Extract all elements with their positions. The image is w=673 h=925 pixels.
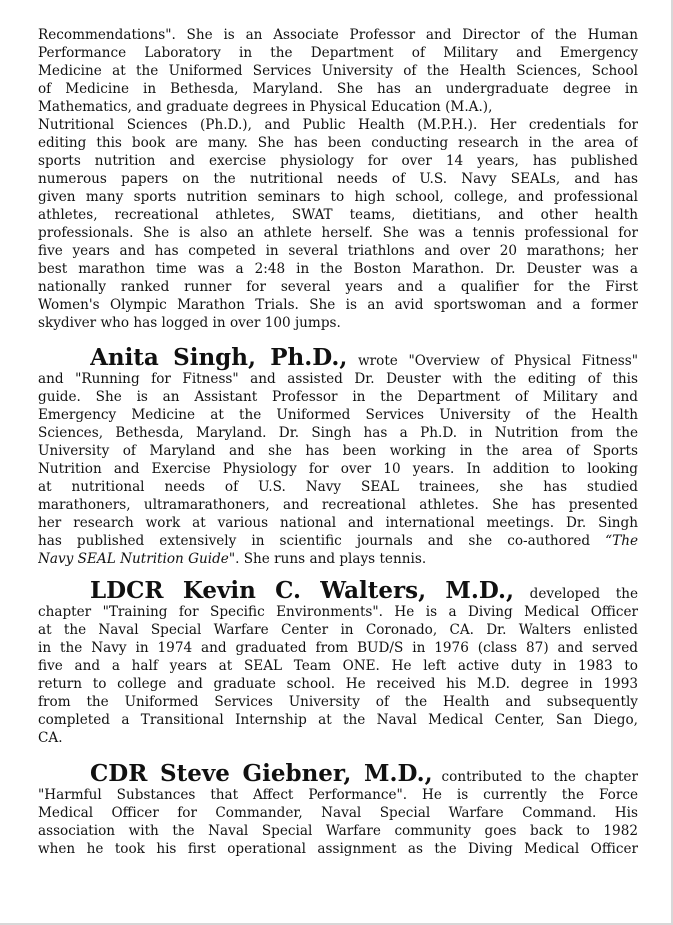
text-line: Sciences, Bethesda, Maryland. Dr. Singh has a Ph.D. in Nutrition from the [38, 425, 638, 441]
text-segment: has published extensively in scientific journals and she co-authored [38, 533, 591, 549]
text-line: professionals. She is also an athlete herself. She was a tennis professional for [38, 225, 638, 241]
text-line: Emergency Medicine at the Uniformed Services University of the Health [38, 407, 638, 423]
text-line: completed a Transitional Internship at the Naval Medical Center, San Diego, [38, 712, 638, 728]
book-title: Navy SEAL Nutrition Guide [38, 551, 229, 567]
author-name: Anita Singh, Ph.D., [90, 344, 348, 371]
book-title-start: “The [605, 533, 638, 549]
text-line: Medicine at the Uniformed Services University of the Health Sciences, School [38, 63, 638, 79]
author-lead-text: wrote "Overview of Physical Fitness" [358, 353, 638, 369]
author-lead-text: developed the [529, 586, 638, 602]
text-line: at nutritional needs of U.S. Navy SEAL trainees, she has studied [38, 479, 638, 495]
text-line: of Medicine in Bethesda, Maryland. She has an undergraduate degree in [38, 81, 638, 97]
text-line: athletes, recreational athletes, SWAT teams, dietitians, and other health [38, 207, 638, 223]
text-line: and "Running for Fitness" and assisted Dr. Deuster with the editing of this [38, 371, 638, 387]
text-line: given many sports nutrition seminars to high school, college, and professional [38, 189, 638, 205]
text-line: best marathon time was a 2:48 in the Boston Marathon. Dr. Deuster was a [38, 261, 638, 277]
author-lead-text: contributed to the chapter [441, 769, 638, 785]
text-line: Nutritional Sciences (Ph.D.), and Public Health (M.P.H.). Her credentials for [38, 117, 638, 133]
text-line: her research work at various national and international meetings. Dr. Singh [38, 515, 638, 531]
text-line: Recommendations". She is an Associate Professor and Director of the Human [38, 27, 638, 43]
text-line: Mathematics, and graduate degrees in Physical Education (M.A.), [38, 99, 493, 115]
text-line: chapter "Training for Specific Environments". He is a Diving Medical Officer [38, 604, 638, 620]
text-line: skydiver who has logged in over 100 jumps. [38, 315, 341, 331]
text-line [38, 551, 638, 568]
author-name: CDR Steve Giebner, M.D., [90, 760, 433, 787]
text-line: five and a half years at SEAL Team ONE. He left active duty in 1983 to [38, 658, 638, 674]
text-line: from the Uniformed Services University of the Health and subsequently [38, 694, 638, 710]
heading-line [90, 760, 638, 788]
text-line: editing this book are many. She has been conducting research in the area of [38, 135, 638, 151]
text-line: association with the Naval Special Warfare community goes back to 1982 [38, 823, 638, 839]
text-line [38, 533, 638, 550]
text-line: Nutrition and Exercise Physiology for over 10 years. In addition to looking [38, 461, 638, 477]
text-line: numerous papers on the nutritional needs of U.S. Navy SEALs, and has [38, 171, 638, 187]
heading-line [90, 344, 638, 372]
text-line: Medical Officer for Commander, Naval Special Warfare Command. His [38, 805, 638, 821]
text-line: sports nutrition and exercise physiology for over 14 years, has published [38, 153, 638, 169]
text-segment: ". She runs and plays tennis. [228, 551, 427, 567]
text-line: Women's Olympic Marathon Trials. She is an avid sportswoman and a former [38, 297, 638, 313]
text-line: University of Maryland and she has been working in the area of Sports [38, 443, 638, 459]
text-line: "Harmful Substances that Affect Performance". He is currently the Force [38, 787, 638, 803]
text-line: at the Naval Special Warfare Center in Coronado, CA. Dr. Walters enlisted [38, 622, 638, 638]
text-line: five years and has competed in several triathlons and over 20 marathons; her [38, 243, 638, 259]
author-name: LDCR Kevin C. Walters, M.D., [90, 577, 515, 604]
text-line: nationally ranked runner for several years and a qualifier for the First [38, 279, 638, 295]
text-line: Performance Laboratory in the Department of Military and Emergency [38, 45, 638, 61]
text-line: when he took his first operational assignment as the Diving Medical Officer [38, 841, 638, 857]
heading-line [90, 577, 638, 605]
text-line: marathoners, ultramarathoners, and recreational athletes. She has presented [38, 497, 638, 513]
text-line: return to college and graduate school. He received his M.D. degree in 1993 [38, 676, 638, 692]
text-line: guide. She is an Assistant Professor in the Department of Military and [38, 389, 638, 405]
text-line: CA. [38, 730, 63, 746]
text-line: in the Navy in 1974 and graduated from BUD/S in 1976 (class 87) and served [38, 640, 638, 656]
